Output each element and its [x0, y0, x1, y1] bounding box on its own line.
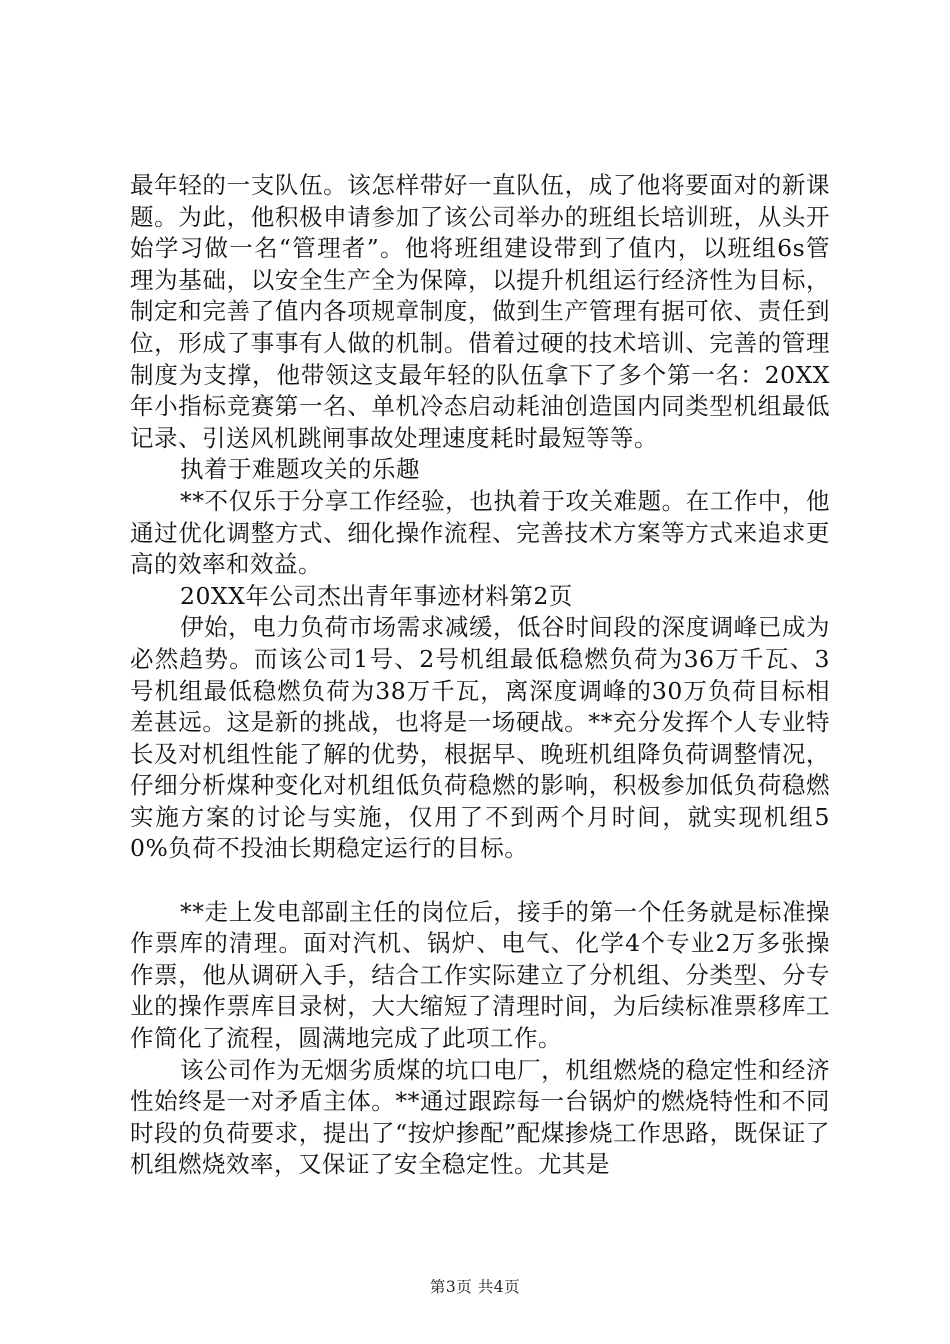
page-reference-line: 20XX年公司杰出青年事迹材料第2页	[180, 581, 573, 610]
paragraph-spacer	[130, 865, 830, 897]
paragraph-problem-solving: **不仅乐于分享工作经验，也执着于攻关难题。在工作中，他通过优化调整方式、细化操作流程、完善技术方案等方式来追求更高的效率和效益。	[130, 486, 830, 579]
paragraph-team-management: 最年轻的一支队伍。该怎样带好一直队伍，成了他将要面对的新课题。为此，他积极申请参加了该公司举办的班组长培训班，从头开始学习做一名“管理者”。他将班组建设带到了值内，以班组6s管理为基础，以安全生产全为保障，以提升机组运行经济性为目标，制定和完善了值内各项规章制度，做到生产管理有据可依、责任到位，形成了事事有人做的机制。借着过硬的技术培训、完善的管理制度为支撑，他带领这支最年轻的队伍拿下了多个第一名：20XX年小指标竞赛第一名、单机冷态启动耗油创造国内同类型机组最低记录、引送风机跳闸事故处理速度耗时最短等等。	[130, 171, 830, 452]
paragraph-operation-tickets: **走上发电部副主任的岗位后，接手的第一个任务就是标准操作票库的清理。面对汽机、锅炉、电气、化学4个专业2万多张操作票，他从调研入手，结合工作实际建立了分机组、分类型、分专业的操作票库目录树，大大缩短了清理时间，为后续标准票移库工作简化了流程，圆满地完成了此项工作。	[130, 897, 830, 1053]
document-body	[130, 170, 830, 1181]
page-number-footer: 第3页 共4页	[429, 1278, 521, 1296]
paragraph-coal-blending: 该公司作为无烟劣质煤的坑口电厂，机组燃烧的稳定性和经济性始终是一对矛盾主体。**通过跟踪每一台锅炉的燃烧特性和不同时段的负荷要求，提出了“按炉掺配”配煤掺烧工作思路，既保证了机组燃烧效率，又保证了安全稳定性。尤其是	[130, 1055, 830, 1179]
section-heading-problem-solving: 执着于难题攻关的乐趣	[180, 455, 420, 484]
paragraph-peak-regulation: 伊始，电力负荷市场需求减缓，低谷时间段的深度调峰已成为必然趋势。而该公司1号、2号机组最低稳燃负荷为36万千瓦、3号机组最低稳燃负荷为38万千瓦，离深度调峰的30万负荷目标相差甚远。这是新的挑战，也将是一场硬战。**充分发挥个人专业特长及对机组性能了解的优势，根据早、晚班机组降负荷调整情况，仔细分析煤种变化对机组低负荷稳燃的影响，积极参加低负荷稳燃实施方案的讨论与实施，仅用了不到两个月时间，就实现机组50%负荷不投油长期稳定运行的目标。	[130, 613, 830, 863]
